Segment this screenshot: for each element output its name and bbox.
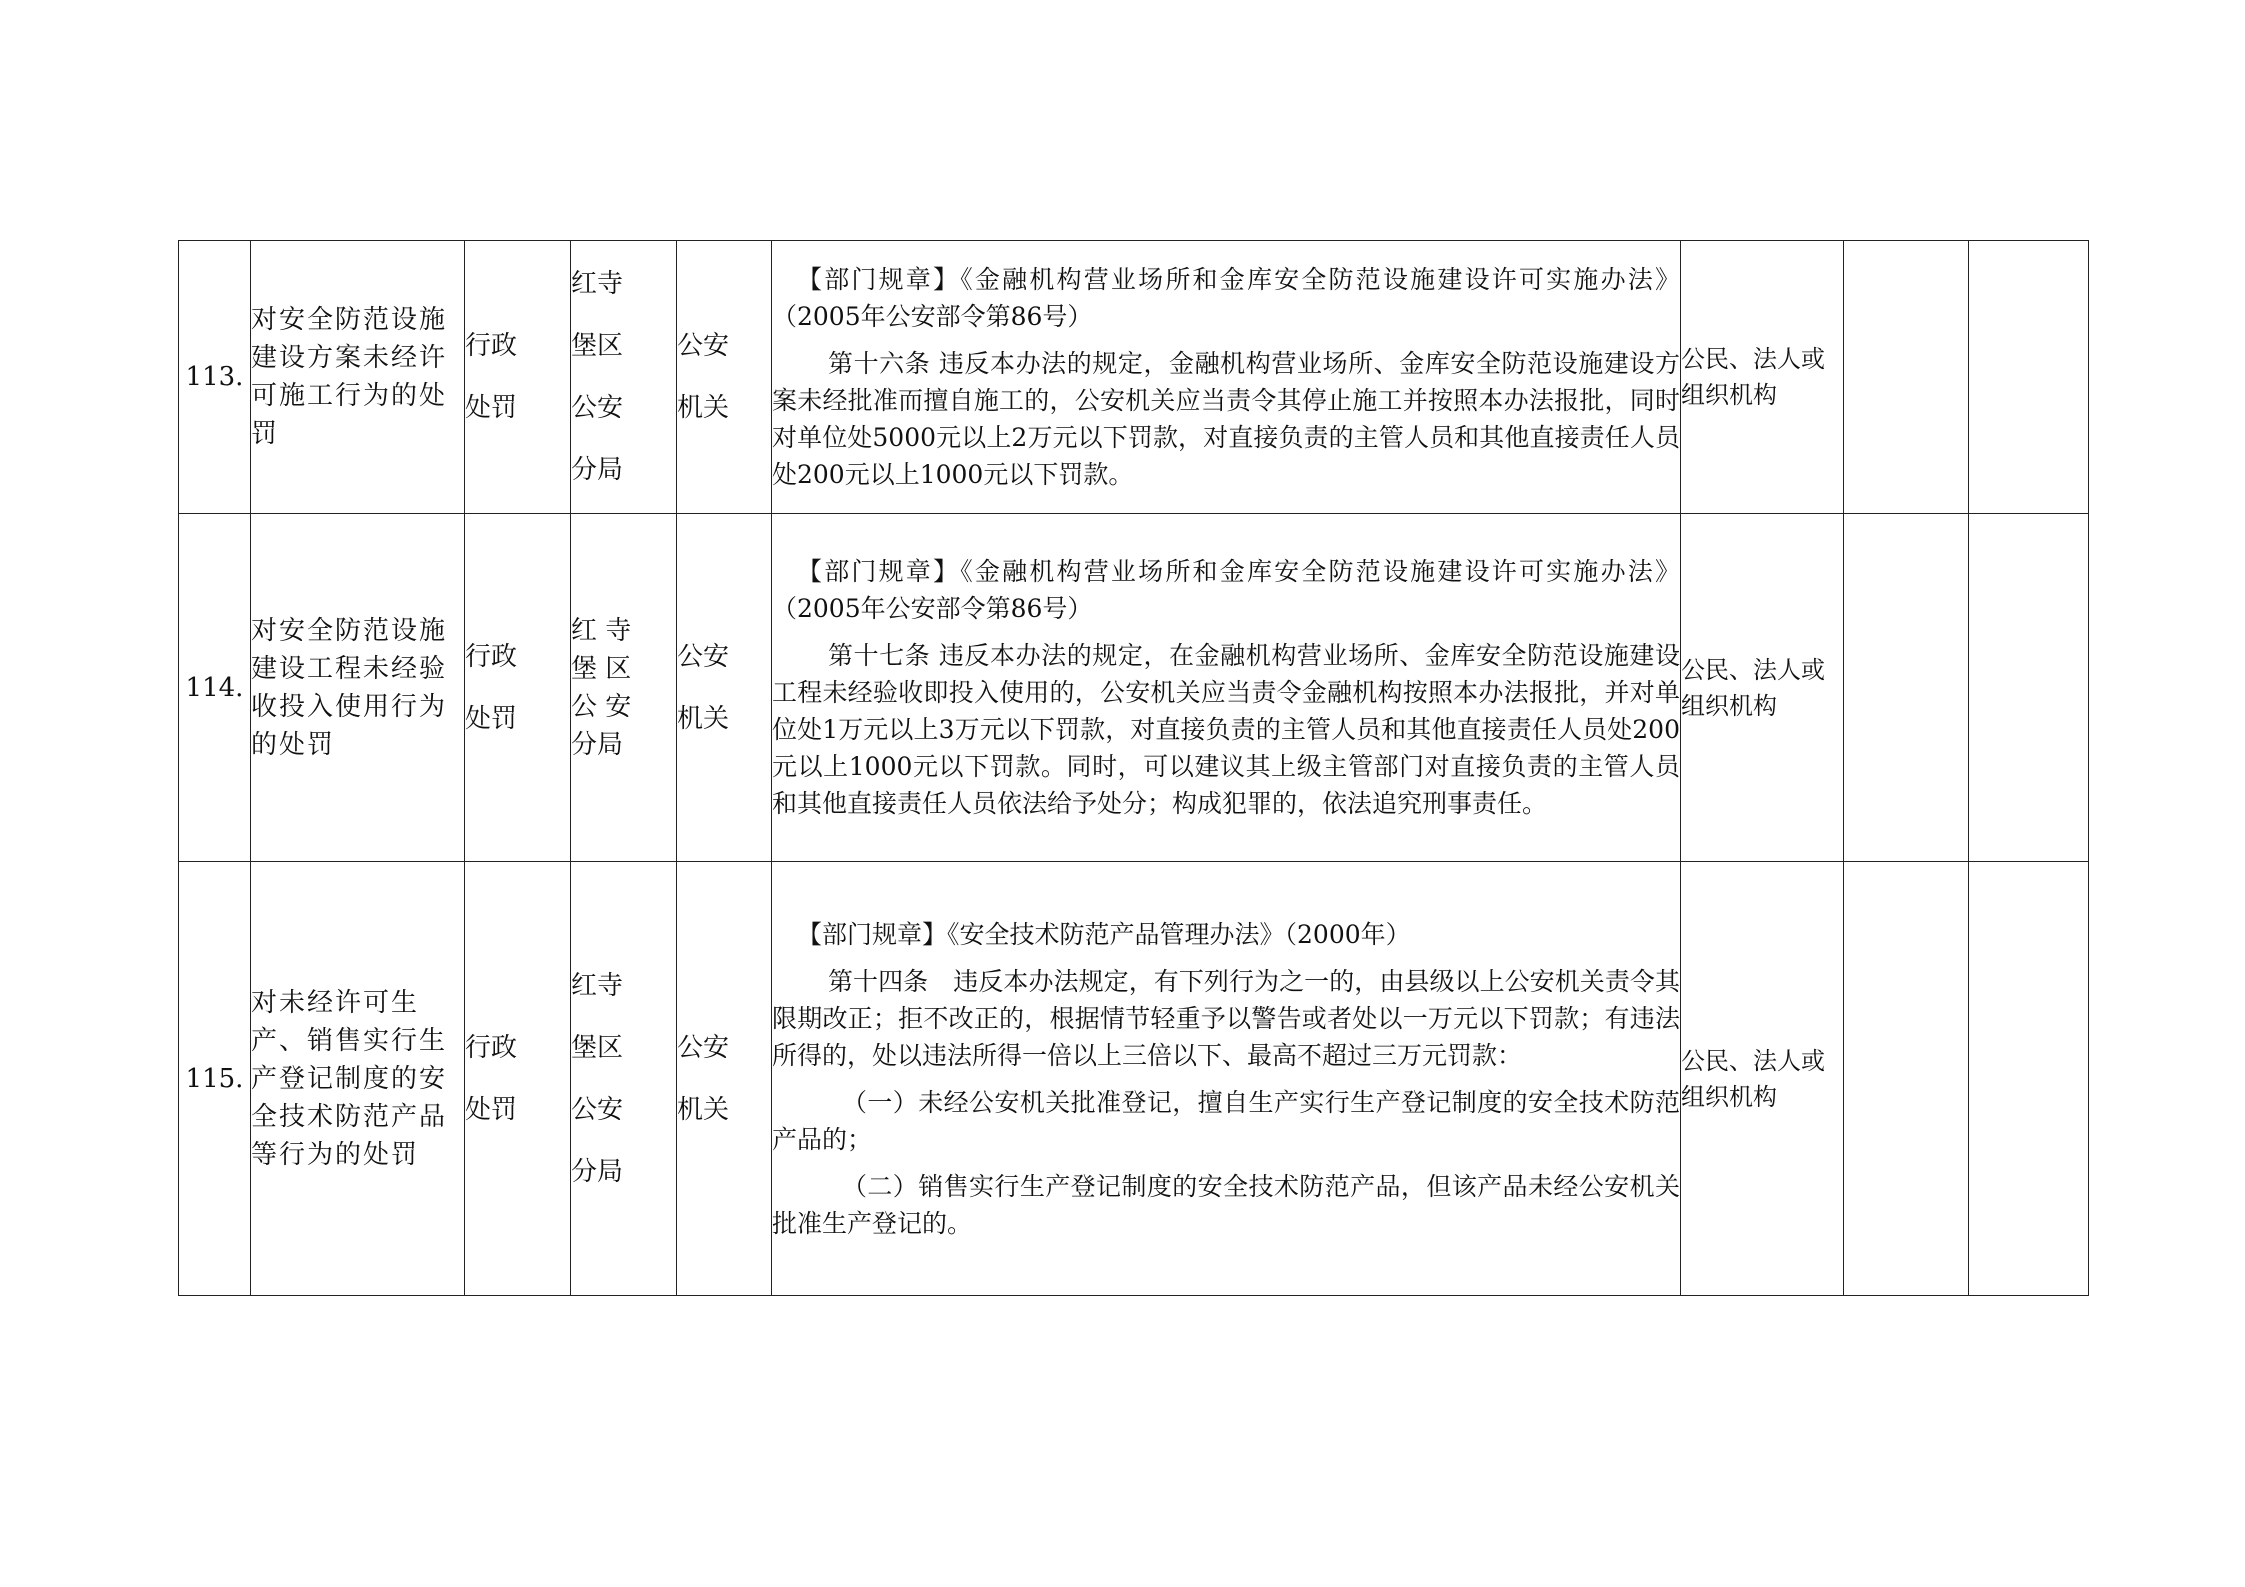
blank-cell — [1969, 862, 2089, 1296]
department: 公安 机关 — [677, 862, 772, 1296]
penalty-item: 对安全防范设施建设工程未经验收投入使用行为的处罚 — [251, 514, 465, 862]
penalty-target: 公民、法人或组织机构 — [1681, 241, 1844, 514]
department: 公安 机关 — [677, 514, 772, 862]
row-number: 114. — [179, 514, 251, 862]
penalty-item: 对未经许可生产、销售实行生产登记制度的安全技术防范产品等行为的处罚 — [251, 862, 465, 1296]
row-number: 115. — [179, 862, 251, 1296]
basis-heading: 【部门规章】《金融机构营业场所和金库安全防范设施建设许可实施办法》（2005年公安部令第86号） — [772, 265, 1680, 331]
basis-article: 第十七条 违反本办法的规定，在金融机构营业场所、金库安全防范设施建设工程未经验收即投入使用的，公安机关应当责令金融机构按照本办法报批，并对单位处1万元以上3万元以下罚款，对直接负责的主管人员和其他直接责任人员处200元以上1000元以下罚款。同时，可以建议其上级主管部门对直接负责的主管人员和其他直接责任人员依法给予处分；构成犯罪的，依法追究刑事责任。 — [772, 641, 1680, 818]
enforcement-unit: 红寺 堡区 公安 分局 — [571, 862, 677, 1296]
basis-article: 第十四条 违反本办法规定，有下列行为之一的，由县级以上公安机关责令其限期改正；拒不改正的，根据情节轻重予以警告或者处以一万元以下罚款；有违法所得的，处以违法所得一倍以上三倍以下、最高不超过三万元罚款： — [772, 966, 1680, 1070]
basis-clause: （一）未经公安机关批准登记，擅自生产实行生产登记制度的安全技术防范产品的； — [772, 1087, 1680, 1154]
blank-cell — [1844, 514, 1969, 862]
penalty-item: 对安全防范设施建设方案未经许可施工行为的处罚 — [251, 241, 465, 514]
basis-heading: 【部门规章】《金融机构营业场所和金库安全防范设施建设许可实施办法》（2005年公安部令第86号） — [772, 557, 1680, 623]
enforcement-unit: 红 寺 堡 区 公 安 分局 — [571, 514, 677, 862]
row-number: 113. — [179, 241, 251, 514]
blank-cell — [1844, 862, 1969, 1296]
penalty-category: 行政 处罚 — [465, 514, 571, 862]
table-row — [179, 514, 2089, 862]
enforcement-unit: 红寺 堡区 公安 分局 — [571, 241, 677, 514]
table-row — [179, 862, 2089, 1296]
penalty-category: 行政 处罚 — [465, 862, 571, 1296]
basis-clause: （二）销售实行生产登记制度的安全技术防范产品，但该产品未经公安机关批准生产登记的。 — [772, 1171, 1680, 1238]
blank-cell — [1969, 241, 2089, 514]
penalty-target: 公民、法人或组织机构 — [1681, 514, 1844, 862]
department: 公安 机关 — [677, 241, 772, 514]
penalty-category: 行政 处罚 — [465, 241, 571, 514]
basis-article: 第十六条 违反本办法的规定，金融机构营业场所、金库安全防范设施建设方案未经批准而擅自施工的，公安机关应当责令其停止施工并按照本办法报批，同时对单位处5000元以上2万元以下罚款，对直接负责的主管人员和其他直接责任人员处200元以上1000元以下罚款。 — [772, 349, 1680, 489]
legal-basis — [772, 862, 1681, 1296]
legal-basis — [772, 241, 1681, 514]
table-row — [179, 241, 2089, 514]
basis-heading: 【部门规章】《安全技术防范产品管理办法》（2000年） — [797, 919, 1411, 949]
blank-cell — [1969, 514, 2089, 862]
blank-cell — [1844, 241, 1969, 514]
penalty-table — [178, 240, 2089, 1296]
penalty-target: 公民、法人或组织机构 — [1681, 862, 1844, 1296]
legal-basis — [772, 514, 1681, 862]
